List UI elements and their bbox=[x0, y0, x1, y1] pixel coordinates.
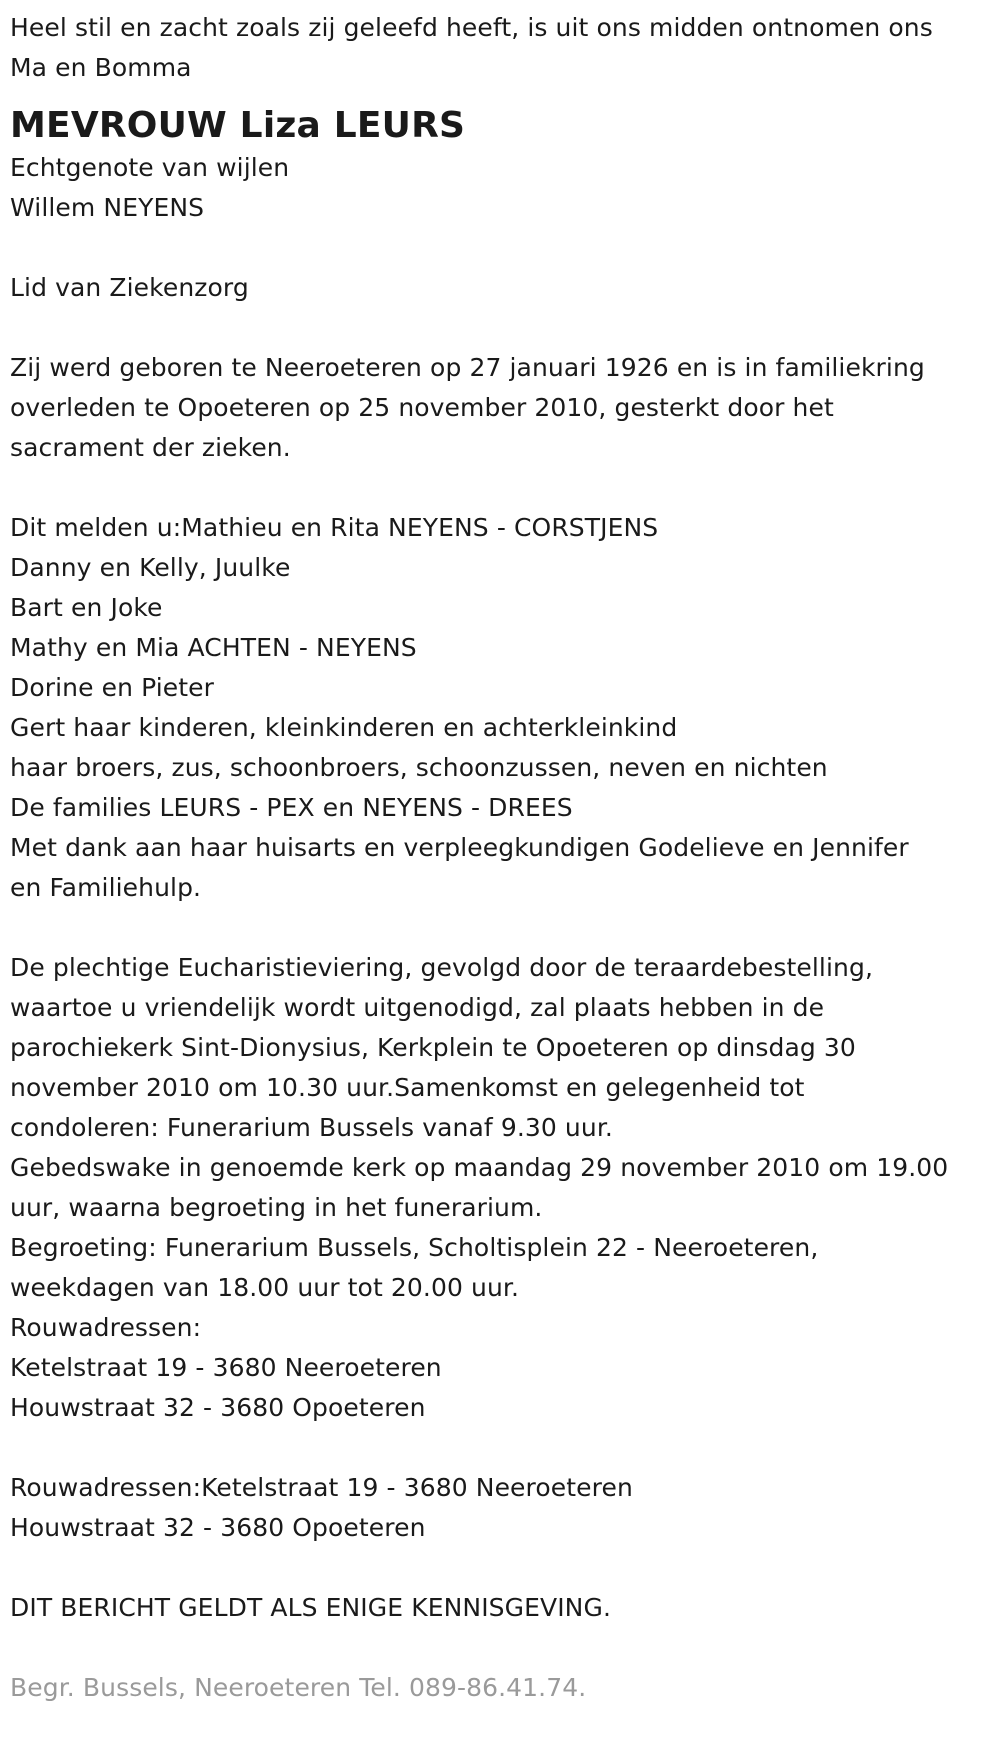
family-line: Mathy en Mia ACHTEN - NEYENS bbox=[10, 633, 417, 662]
ceremony-line: condoleren: Funerarium Bussels vanaf 9.30 uur. bbox=[10, 1113, 613, 1142]
family-line: Danny en Kelly, Juulke bbox=[10, 553, 291, 582]
ceremony-line: Houwstraat 32 - 3680 Opoeteren bbox=[10, 1393, 426, 1422]
intro-line: Heel stil en zacht zoals zij geleefd heeft, is uit ons midden ontnomen ons bbox=[10, 13, 933, 42]
family-line: en Familiehulp. bbox=[10, 873, 202, 902]
family-line: Bart en Joke bbox=[10, 593, 163, 622]
ceremony-line: uur, waarna begroeting in het funerarium. bbox=[10, 1193, 543, 1222]
intro-paragraph bbox=[10, 8, 990, 88]
ceremony-line: parochiekerk Sint-Dionysius, Kerkplein te Opoeteren op dinsdag 30 bbox=[10, 1033, 856, 1062]
family-line: haar broers, zus, schoonbroers, schoonzussen, neven en nichten bbox=[10, 753, 828, 782]
spouse-paragraph bbox=[10, 148, 990, 228]
spouse-line: Willem NEYENS bbox=[10, 193, 205, 222]
ceremony-line: Begroeting: Funerarium Bussels, Scholtisplein 22 - Neeroeteren, bbox=[10, 1233, 819, 1262]
ceremony-line: Rouwadressen: bbox=[10, 1313, 202, 1342]
ceremony-line: Gebedswake in genoemde kerk op maandag 29 november 2010 om 19.00 bbox=[10, 1153, 949, 1182]
funeral-home-footer: Begr. Bussels, Neeroeteren Tel. 089-86.41.74. bbox=[10, 1673, 587, 1702]
address-line: Rouwadressen:Ketelstraat 19 - 3680 Neeroeteren bbox=[10, 1473, 633, 1502]
birth-death-line: sacrament der zieken. bbox=[10, 433, 291, 462]
deceased-name: MEVROUW Liza LEURS bbox=[10, 105, 466, 146]
ceremony-line: waartoe u vriendelijk wordt uitgenodigd, zal plaats hebben in de bbox=[10, 993, 825, 1022]
ceremony-line: Ketelstraat 19 - 3680 Neeroeteren bbox=[10, 1353, 442, 1382]
ceremony-line: november 2010 om 10.30 uur.Samenkomst en gelegenheid tot bbox=[10, 1073, 805, 1102]
family-line: Dit melden u:Mathieu en Rita NEYENS - CORSTJENS bbox=[10, 513, 659, 542]
intro-line: Ma en Bomma bbox=[10, 53, 192, 82]
address-line: Houwstraat 32 - 3680 Opoeteren bbox=[10, 1513, 426, 1542]
ceremony-line: weekdagen van 18.00 uur tot 20.00 uur. bbox=[10, 1273, 520, 1302]
family-line: Met dank aan haar huisarts en verpleegkundigen Godelieve en Jennifer bbox=[10, 833, 909, 862]
birth-death-line: overleden te Opoeteren op 25 november 2010, gesterkt door het bbox=[10, 393, 834, 422]
ceremony-line: De plechtige Eucharistieviering, gevolgd door de teraardebestelling, bbox=[10, 953, 873, 982]
birth-death-line: Zij werd geboren te Neeroeteren op 27 januari 1926 en is in familiekring bbox=[10, 353, 925, 382]
family-paragraph bbox=[10, 508, 990, 908]
ceremony-paragraph bbox=[10, 948, 990, 1428]
spouse-line: Echtgenote van wijlen bbox=[10, 153, 290, 182]
family-line: Dorine en Pieter bbox=[10, 673, 215, 702]
family-line: De families LEURS - PEX en NEYENS - DREES bbox=[10, 793, 573, 822]
notice-line: DIT BERICHT GELDT ALS ENIGE KENNISGEVING. bbox=[10, 1593, 611, 1622]
birth-death-paragraph bbox=[10, 348, 990, 468]
family-line: Gert haar kinderen, kleinkinderen en achterkleinkind bbox=[10, 713, 678, 742]
membership-line: Lid van Ziekenzorg bbox=[10, 273, 249, 302]
addresses-paragraph bbox=[10, 1468, 990, 1548]
